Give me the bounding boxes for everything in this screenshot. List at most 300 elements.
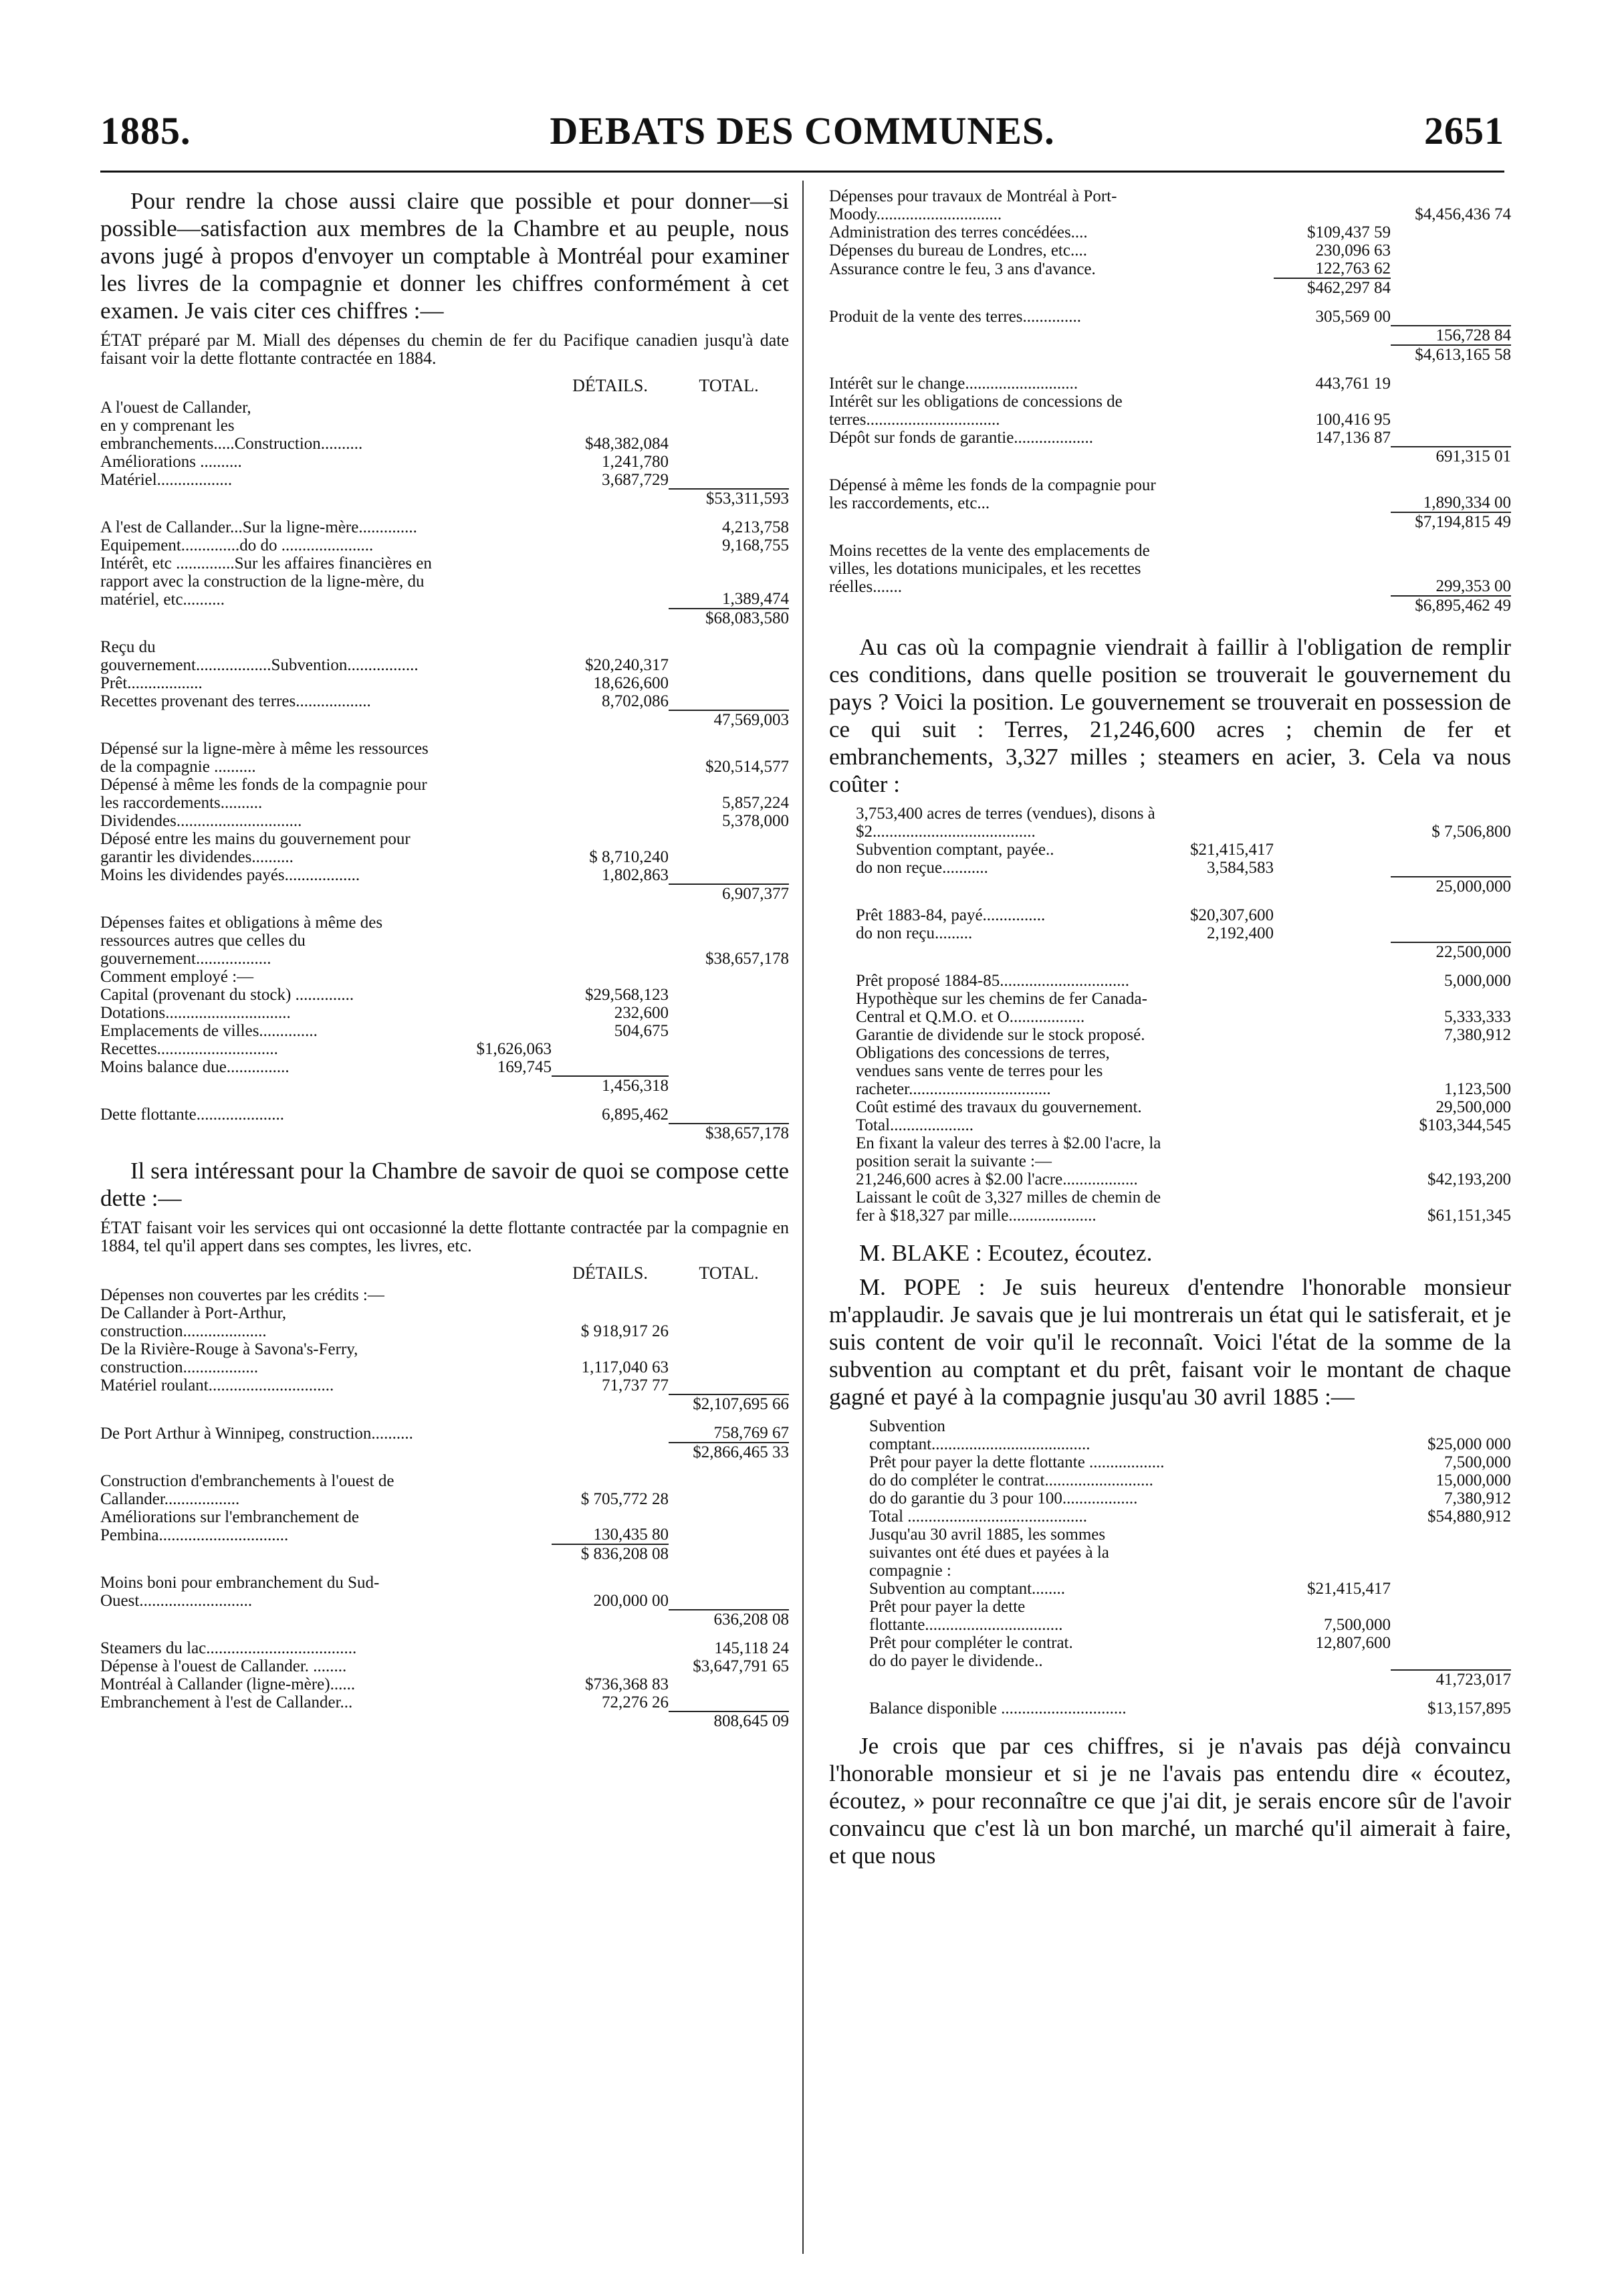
row-amount [669,1544,789,1563]
row-label: En fixant la valeur des terres à $2.00 l'acre, la position serait la suivante :— [856,1134,1161,1170]
table1-details-head: DÉTAILS. [572,376,648,395]
row-amount [1274,942,1391,961]
table-row [100,1508,789,1544]
row-amount: $109,437 59 [1307,223,1391,241]
row-label: do non reçu......... [856,924,973,942]
table-row [869,1580,1511,1598]
row-amount [445,1443,552,1461]
pope-paragraph [829,1273,1511,1411]
row-amount [552,1040,669,1058]
row-amount: 1,123,500 [1444,1080,1511,1098]
table-row [100,1376,789,1394]
table5 [869,1417,1511,1717]
row-amount: 5,000,000 [1444,972,1511,990]
row-amount: 504,675 [614,1022,669,1040]
table-row [100,1076,789,1095]
row-label [829,278,1167,297]
row-amount [1274,896,1391,924]
table-row [829,345,1511,364]
row-amount [1274,447,1391,465]
row-amount: 3,584,583 [1207,859,1274,877]
row-label: Coût estimé des travaux du gouvernement. [856,1098,1142,1116]
row-amount [445,399,552,417]
row-amount [1167,805,1274,841]
row-label: Montréal à Callander (ligne-mère)...... [100,1675,356,1693]
row-amount: 299,353 00 [1435,577,1511,595]
row-amount: 12,807,600 [1315,1634,1391,1652]
row-label [829,326,1167,345]
row-label: Emplacements de villes.............. [100,1022,318,1040]
table-row [856,896,1511,924]
table-row [869,1670,1511,1689]
table2-caption: ÉTAT faisant voir les services qui ont occasionné la dette flottante contractée par la compagnie en 1884, tel qu'il appert dans ses comptes, les livres, etc. [100,1218,789,1255]
row-amount [552,729,669,776]
row-label: Dépensé à même les fonds de la compagnie pour les raccordements.......... [100,776,427,812]
table-row [100,674,789,692]
row-amount [669,1461,789,1508]
table-row [856,1134,1511,1170]
row-amount [1274,1652,1391,1670]
row-amount [445,1461,552,1508]
row-amount [1274,1471,1391,1489]
row-amount [1167,429,1274,447]
header-year: 1885. [100,109,191,152]
row-label: Dotations.............................. [100,1004,291,1022]
row-amount [1167,1116,1274,1134]
table-row [100,1022,789,1040]
table-row [100,1544,789,1563]
row-amount [1167,1489,1274,1507]
table-row [100,1610,789,1629]
table-row [100,830,789,866]
table4-body [856,805,1511,1225]
row-label: Dépenses pour travaux de Montréal à Port-Moody.............................. [829,187,1117,223]
table-row [100,1095,789,1124]
table-row [100,554,789,609]
row-amount [1167,1188,1274,1225]
row-amount [1274,877,1391,896]
row-amount [1167,465,1274,512]
row-label: 3,753,400 acres de terres (vendues), disons à $2....................................... [856,805,1155,841]
table-row [856,1116,1511,1134]
row-amount [1167,1044,1274,1098]
row-amount [1167,278,1274,297]
row-amount [552,554,669,609]
row-amount [669,968,789,986]
row-label: Intérêt sur les obligations de concessions de terres................................ [829,393,1123,429]
row-amount: $7,194,815 49 [1391,512,1511,531]
blake-speaker: M. BLAKE : [859,1240,982,1266]
left-column [100,187,789,1730]
row-label: Steamers du lac.................................... [100,1639,357,1657]
table-row [869,1526,1511,1580]
row-amount: $20,514,577 [705,758,789,776]
row-label: Dépenses du bureau de Londres, etc.... [829,241,1087,259]
row-amount [1391,393,1511,429]
row-amount [552,417,669,435]
header-page-number: 2651 [1424,109,1504,152]
row-label: Améliorations .......... [100,453,242,471]
row-label: do do payer le dividende.. [869,1652,1043,1670]
row-amount [669,1340,789,1376]
table-row [100,453,789,471]
row-amount [445,1022,552,1040]
table-row [100,1711,789,1730]
column-divider [802,181,804,2254]
row-label [829,447,1167,465]
row-amount [1274,596,1391,615]
row-amount [1167,393,1274,429]
row-amount [1274,990,1391,1026]
table-row [100,710,789,729]
row-label: Assurance contre le feu, 3 ans d'avance. [829,260,1096,278]
table-row [856,1044,1511,1098]
row-amount: $13,157,895 [1427,1699,1511,1717]
table-row [100,776,789,812]
table-row [856,805,1511,841]
row-label: Dépenses faites et obligations à même des ressources autres que celles du gouvernement.................. [100,914,383,968]
table1-caption: ÉTAT préparé par M. Miall des dépenses du chemin de fer du Pacifique canadien jusqu'à date faisant voir la dette flottante contractée en 1884. [100,330,789,368]
row-amount [445,489,552,508]
row-amount: $ 7,506,800 [1431,823,1511,841]
table-row [829,364,1511,393]
row-amount [669,435,789,453]
table-row [100,1413,789,1443]
pope-speaker: M. POPE : [859,1274,986,1300]
row-amount [669,399,789,417]
row-amount [445,417,552,435]
table2-body [100,1286,789,1730]
row-amount [1167,187,1274,223]
row-amount [1167,1580,1274,1598]
row-amount [669,417,789,435]
row-amount: $21,415,417 [1190,841,1274,859]
row-label [856,877,1167,896]
table-row [856,1170,1511,1188]
row-amount [1167,1417,1274,1453]
row-amount [445,1544,552,1563]
row-amount: 145,118 24 [714,1639,789,1657]
row-amount: $3,647,791 65 [693,1657,789,1675]
row-amount: 122,763 62 [1315,259,1391,278]
row-amount [1167,1471,1274,1489]
row-amount [1167,326,1274,345]
row-amount [1391,241,1511,259]
row-label [100,1124,445,1142]
row-label: A l'est de Callander...Sur la ligne-mère.............. [100,518,417,536]
table-row [856,1188,1511,1225]
row-amount: $61,151,345 [1427,1207,1511,1225]
table-row [829,447,1511,465]
row-amount [445,1563,552,1610]
table-row [829,326,1511,345]
row-amount [669,1563,789,1610]
row-label: Subvention au comptant........ [869,1580,1066,1598]
row-amount [552,1443,669,1461]
row-amount: 758,769 67 [713,1424,789,1442]
row-label: Matériel.................. [100,471,233,489]
row-amount: $4,613,165 58 [1391,345,1511,364]
row-amount [445,1675,552,1693]
row-amount: $25,000 000 [1427,1435,1511,1453]
row-amount: $48,382,084 [585,435,669,453]
row-amount [1167,961,1274,990]
table-row [829,187,1511,223]
row-label [869,1670,1167,1689]
row-label: Dépôt sur fonds de garantie................... [829,429,1094,447]
row-amount [1167,345,1274,364]
row-amount [1391,841,1511,859]
row-amount: $103,344,545 [1419,1116,1511,1134]
table1-body [100,399,789,1142]
row-amount [445,1394,552,1413]
row-amount: 5,378,000 [722,812,789,830]
row-amount [1274,345,1391,364]
row-amount [669,453,789,471]
row-amount [552,1286,669,1304]
row-label: Dépenses non couvertes par les crédits :— [100,1286,384,1304]
row-amount [1274,326,1391,345]
row-amount [445,1610,552,1629]
row-amount [669,692,789,710]
row-amount [552,1124,669,1142]
table-row [100,435,789,453]
table-row [100,536,789,554]
pope-text: Je suis heureux d'entendre l'honorable monsieur m'applaudir. Je savais que je lui montrerais un état qui le satisferait, et je suis content de voir qu'il le reconnaît. Voici l'état de la somme de la subvention au comptant et du prêt, faisant voir le montant de chaque gagné et payé à la compagnie jusqu'au 30 avril 1885 :— [829,1274,1511,1410]
row-amount [1167,1453,1274,1471]
row-amount: 4,213,758 [722,518,789,536]
row-label: De Port Arthur à Winnipeg, construction.......... [100,1425,413,1443]
row-label: De la Rivière-Rouge à Savona's-Ferry, construction.................. [100,1340,358,1376]
row-amount [552,968,669,986]
row-amount [1167,1026,1274,1044]
row-amount [445,812,552,830]
table5-body [869,1417,1511,1717]
table-row [100,609,789,627]
row-amount: 1,802,863 [602,866,669,884]
row-amount [669,1004,789,1022]
row-amount [1274,924,1391,942]
table-row [869,1507,1511,1526]
row-label: Moins boni pour embranchement du Sud-Ouest........................... [100,1574,380,1610]
row-amount [1167,531,1274,596]
table-row [829,259,1511,278]
table-row [100,1461,789,1508]
row-amount [552,1711,669,1730]
row-amount [445,1657,552,1675]
table-row [100,1340,789,1376]
row-label: Dépensé sur la ligne-mère à même les ressources de la compagnie .......... [100,740,429,776]
table-row [829,596,1511,615]
row-amount [1391,364,1511,393]
table2 [100,1264,789,1730]
row-amount: 9,168,755 [722,536,789,554]
row-amount: $ 8,710,240 [589,848,669,866]
row-amount [445,1693,552,1711]
row-amount: $53,311,593 [669,489,789,508]
row-amount [669,1022,789,1040]
row-amount [1167,1170,1274,1188]
row-amount [669,1304,789,1340]
row-label: Laissant le coût de 3,327 milles de chemin de fer à $18,327 par mille..................... [856,1188,1161,1225]
row-amount [1391,1134,1511,1170]
row-amount [445,554,552,609]
row-amount: $54,880,912 [1427,1507,1511,1526]
row-amount [445,1413,552,1443]
row-amount: 808,645 09 [669,1711,789,1730]
row-amount [1391,896,1511,924]
row-amount [1167,223,1274,241]
row-amount: $38,657,178 [669,1124,789,1142]
row-amount [1274,1507,1391,1526]
row-amount [445,1508,552,1544]
row-amount: 71,737 77 [602,1376,669,1394]
row-amount: 7,380,912 [1444,1026,1511,1044]
row-amount [1274,1044,1391,1098]
row-amount [445,471,552,489]
row-amount [445,1286,552,1304]
row-amount [1167,1634,1274,1652]
table-row [869,1652,1511,1670]
row-amount: $21,415,417 [1307,1580,1391,1598]
row-label: Dividendes.............................. [100,812,302,830]
row-amount: 1,117,040 63 [581,1358,669,1376]
row-amount: 18,626,600 [593,674,669,692]
row-label: Comment employé :— [100,968,254,986]
row-amount [1167,1598,1274,1634]
row-label: Intérêt sur le change........................... [829,375,1078,393]
table-row [100,1657,789,1675]
row-label [100,1076,445,1095]
row-label: Hypothèque sur les chemins de fer Canada-Central et Q.M.O. et O.................. [856,990,1147,1026]
table-row [100,1304,789,1340]
row-label [100,1394,445,1413]
row-label: Administration des terres concédées.... [829,223,1088,241]
table-row [856,942,1511,961]
row-amount: 2,192,400 [1207,924,1274,942]
row-amount [669,1040,789,1058]
row-amount [445,1711,552,1730]
row-amount [552,1394,669,1413]
row-amount [1391,297,1511,326]
table-row [100,884,789,903]
row-amount [552,884,669,903]
row-label: Matériel roulant.............................. [100,1376,334,1394]
table-row [100,471,789,489]
row-label: Subvention comptant, payée.. [856,841,1054,859]
row-amount: 7,380,912 [1444,1489,1511,1507]
intro-paragraph: Pour rendre la chose aussi claire que possible et pour donner—si possible—satisfaction aux membres de la Chambre et au peuple, nous avons jugé à propos d'envoyer un comptable à Montréal pour examiner les livres de la compagnie et donner les chiffres conformément à cet examen. Je vais citer ces chiffres :— [100,188,789,324]
row-amount [445,1304,552,1340]
row-amount [1391,1634,1511,1652]
table3 [829,187,1511,615]
row-amount: 22,500,000 [1391,942,1511,961]
table-row [829,241,1511,259]
table-row [100,627,789,674]
row-amount [1274,1116,1391,1134]
row-label: Embranchement à l'est de Callander... [100,1693,353,1711]
row-amount [445,674,552,692]
table-row [829,465,1511,512]
table-row [100,489,789,508]
row-amount [1274,1134,1391,1170]
row-amount: 15,000,000 [1435,1471,1511,1489]
row-label: Prêt pour payer la dette flottante .................. [869,1453,1165,1471]
table-row [100,986,789,1004]
table-row [856,961,1511,990]
row-label: Moins balance due............... [100,1058,290,1076]
row-amount [1167,596,1274,615]
row-amount: 7,500,000 [1444,1453,1511,1471]
row-amount [669,986,789,1004]
table-row [100,508,789,536]
row-amount [669,1675,789,1693]
row-amount: $6,895,462 49 [1391,596,1511,615]
row-label: Intérêt, etc ..............Sur les affaires financières en rapport avec la construction de la ligne-mère, du matériel, etc.......... [100,554,432,609]
row-amount [552,1413,669,1443]
row-label: do do garantie du 3 pour 100.................. [869,1489,1138,1507]
right-column [829,187,1511,1876]
row-amount [552,1657,669,1675]
row-label: Equipement..............do do ...................... [100,536,374,554]
row-label [856,942,1167,961]
table-row [869,1417,1511,1453]
row-amount: 25,000,000 [1391,877,1511,896]
row-amount: 5,333,333 [1444,1008,1511,1026]
row-amount [669,866,789,884]
row-amount: $20,307,600 [1190,906,1274,924]
row-amount [552,812,669,830]
row-amount: $42,193,200 [1427,1170,1511,1188]
row-amount: $68,083,580 [669,609,789,627]
row-amount [445,1376,552,1394]
row-amount [1391,859,1511,877]
row-amount [1167,942,1274,961]
table-row [829,531,1511,596]
table-row [100,399,789,417]
row-amount [445,453,552,471]
table-row [869,1489,1511,1507]
row-label: en y comprenant les [100,417,235,435]
row-label: Améliorations sur l'embranchement de Pembina............................... [100,1508,360,1544]
row-amount: 636,208 08 [669,1610,789,1629]
row-amount [669,471,789,489]
row-amount: 29,500,000 [1435,1098,1511,1116]
row-amount [1167,1098,1274,1116]
position-paragraph: Au cas où la compagnie viendrait à faillir à l'obligation de remplir ces conditions, dans quelle position se trouverait le gouvernement du pays ? Voici la position. Le gouvernement se trouverait en possession de ce qui suit : Terres, 21,246,600 acres ; chemin de fer et embranchements, 3,327 milles ; steamers en acier, 3. Cela va nous coûter : [829,634,1511,797]
row-amount: $2,866,465 33 [669,1443,789,1461]
row-label: Déposé entre les mains du gouvernement pour garantir les dividendes.......... [100,830,411,866]
table-row [100,1058,789,1076]
row-amount [1167,1526,1274,1580]
row-label: do do compléter le contrat.......................... [869,1471,1153,1489]
table-row [100,1675,789,1693]
row-amount: $ 918,917 26 [580,1322,669,1340]
row-amount [1274,1170,1391,1188]
row-amount: 6,907,377 [669,884,789,903]
row-amount [445,986,552,1004]
row-label: Recettes............................. [100,1040,278,1058]
row-amount [1274,805,1391,841]
row-amount [1391,223,1511,241]
row-amount [445,830,552,866]
table1 [100,377,789,1142]
table-row [829,429,1511,447]
row-amount [669,627,789,674]
row-amount: 5,857,224 [722,794,789,812]
row-label [100,884,445,903]
table-row [100,729,789,776]
